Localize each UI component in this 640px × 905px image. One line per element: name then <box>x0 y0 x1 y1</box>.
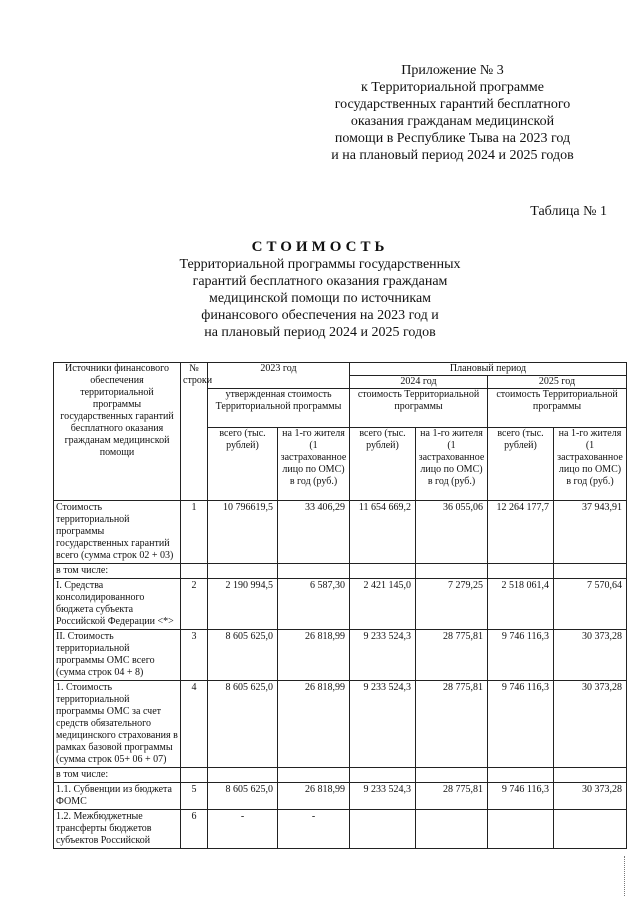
heading-title: СТОИМОСТЬ <box>251 239 389 255</box>
cell-total-2023: 8 605 625,0 <box>208 630 278 681</box>
row-name: II. Стоимость территориальной программы ОМС всего (сумма строк 04 + 8) <box>54 630 181 681</box>
table-row <box>54 501 627 564</box>
table-row <box>54 579 627 630</box>
row-note: в том числе: <box>54 564 181 579</box>
header-year-2024: 2024 год <box>350 376 488 389</box>
cell-total-2024 <box>350 810 416 849</box>
cell-per-capita-2024: 28 775,81 <box>416 630 488 681</box>
row-no: 5 <box>181 783 208 810</box>
appendix-line: государственных гарантий бесплатного <box>334 97 571 112</box>
heading-line: Территориальной программы государственных <box>179 257 461 272</box>
cell-total-2024: 9 233 524,3 <box>350 681 416 768</box>
header-planned-period: Плановый период <box>350 363 627 376</box>
cell-total-2025: 2 518 061,4 <box>488 579 554 630</box>
cell-total-2025: 9 746 116,3 <box>488 681 554 768</box>
appendix-line: помощи в Республике Тыва на 2023 год <box>334 131 571 146</box>
cell-total-2025: 12 264 177,7 <box>488 501 554 564</box>
cell-total-2023: - <box>208 810 278 849</box>
cell-per-capita-2025: 7 570,64 <box>554 579 627 630</box>
header-year-2023: 2023 год <box>208 363 350 389</box>
cell-per-capita-2025: 30 373,28 <box>554 681 627 768</box>
table-row <box>54 630 627 681</box>
cell-per-capita-2024 <box>416 810 488 849</box>
appendix-line: оказания гражданам медицинской <box>350 114 555 129</box>
cell-per-capita-2024: 28 775,81 <box>416 783 488 810</box>
header-line-no: № строки <box>181 363 208 501</box>
document-heading <box>150 238 490 341</box>
cell-per-capita-2025: 30 373,28 <box>554 783 627 810</box>
header-per-capita: на 1-го жителя (1 застрахованное лицо по ОМС) в год (руб.) <box>416 428 488 501</box>
heading-line: на плановый период 2024 и 2025 годов <box>204 325 436 340</box>
cost-table <box>53 362 627 849</box>
row-no: 1 <box>181 501 208 564</box>
header-cost-2025: стоимость Территориальной программы <box>488 389 627 428</box>
row-no: 3 <box>181 630 208 681</box>
table-label: Таблица № 1 <box>530 204 607 219</box>
note-row <box>54 768 627 783</box>
row-name: 1.1. Субвенции из бюджета ФОМС <box>54 783 181 810</box>
note-row <box>54 564 627 579</box>
header-total: всего (тыс. рублей) <box>350 428 416 501</box>
cell-total-2024: 9 233 524,3 <box>350 783 416 810</box>
scan-edge-mark <box>624 856 628 896</box>
header-per-capita: на 1-го жителя (1 застрахованное лицо по ОМС) в год (руб.) <box>554 428 627 501</box>
cell-per-capita-2023: 6 587,30 <box>278 579 350 630</box>
cell-per-capita-2024: 36 055,06 <box>416 501 488 564</box>
cell-total-2024: 2 421 145,0 <box>350 579 416 630</box>
appendix-line: к Территориальной программе <box>360 80 545 95</box>
header-source: Источники финансового обеспечения территориальной программы государственных гарантий бесплатного оказания гражданам медицинской помощи <box>54 363 181 501</box>
cell-total-2025: 9 746 116,3 <box>488 630 554 681</box>
row-no: 2 <box>181 579 208 630</box>
cell-per-capita-2023: 26 818,99 <box>278 630 350 681</box>
row-no: 4 <box>181 681 208 768</box>
row-note: в том числе: <box>54 768 181 783</box>
row-name: 1. Стоимость территориальной программы ОМС за счет средств обязательного медицинского страхования в рамках базовой программы (сумма строк 05+ 06 + 07) <box>54 681 181 768</box>
header-total: всего (тыс. рублей) <box>488 428 554 501</box>
cell-total-2024: 11 654 669,2 <box>350 501 416 564</box>
table-row <box>54 783 627 810</box>
header-row <box>54 363 627 376</box>
cell-per-capita-2025: 30 373,28 <box>554 630 627 681</box>
heading-line: гарантий бесплатного оказания гражданам <box>192 274 448 289</box>
cell-per-capita-2023: 26 818,99 <box>278 783 350 810</box>
row-no: 6 <box>181 810 208 849</box>
cell-total-2023: 2 190 994,5 <box>208 579 278 630</box>
cell-total-2024: 9 233 524,3 <box>350 630 416 681</box>
header-per-capita: на 1-го жителя (1 застрахованное лицо по ОМС) в год (руб.) <box>278 428 350 501</box>
table-row <box>54 810 627 849</box>
header-year-2025: 2025 год <box>488 376 627 389</box>
cell-total-2025: 9 746 116,3 <box>488 783 554 810</box>
appendix-line: и на плановый период 2024 и 2025 годов <box>331 148 574 163</box>
header-approved-cost: утвержденная стоимость Территориальной программы <box>208 389 350 428</box>
cell-total-2023: 8 605 625,0 <box>208 783 278 810</box>
header-cost-2024: стоимость Территориальной программы <box>350 389 488 428</box>
heading-line: медицинской помощи по источникам <box>208 291 432 306</box>
cell-total-2025 <box>488 810 554 849</box>
cell-total-2023: 8 605 625,0 <box>208 681 278 768</box>
table-row <box>54 681 627 768</box>
cell-per-capita-2023: 33 406,29 <box>278 501 350 564</box>
appendix-block <box>300 62 605 164</box>
heading-line: финансового обеспечения на 2023 год и <box>201 308 439 323</box>
header-total: всего (тыс. рублей) <box>208 428 278 501</box>
row-name: Стоимость территориальной программы государственных гарантий всего (сумма строк 02 + 03) <box>54 501 181 564</box>
cell-per-capita-2023: - <box>278 810 350 849</box>
cell-per-capita-2023: 26 818,99 <box>278 681 350 768</box>
cell-per-capita-2024: 7 279,25 <box>416 579 488 630</box>
cell-per-capita-2025: 37 943,91 <box>554 501 627 564</box>
cell-per-capita-2024: 28 775,81 <box>416 681 488 768</box>
heading-subtitle <box>150 256 490 341</box>
cell-per-capita-2025 <box>554 810 627 849</box>
cell-total-2023: 10 796619,5 <box>208 501 278 564</box>
row-name: 1.2. Межбюджетные трансферты бюджетов субъектов Российской <box>54 810 181 849</box>
appendix-line: Приложение № 3 <box>401 63 504 78</box>
row-name: I. Средства консолидированного бюджета субъекта Российской Федерации <*> <box>54 579 181 630</box>
